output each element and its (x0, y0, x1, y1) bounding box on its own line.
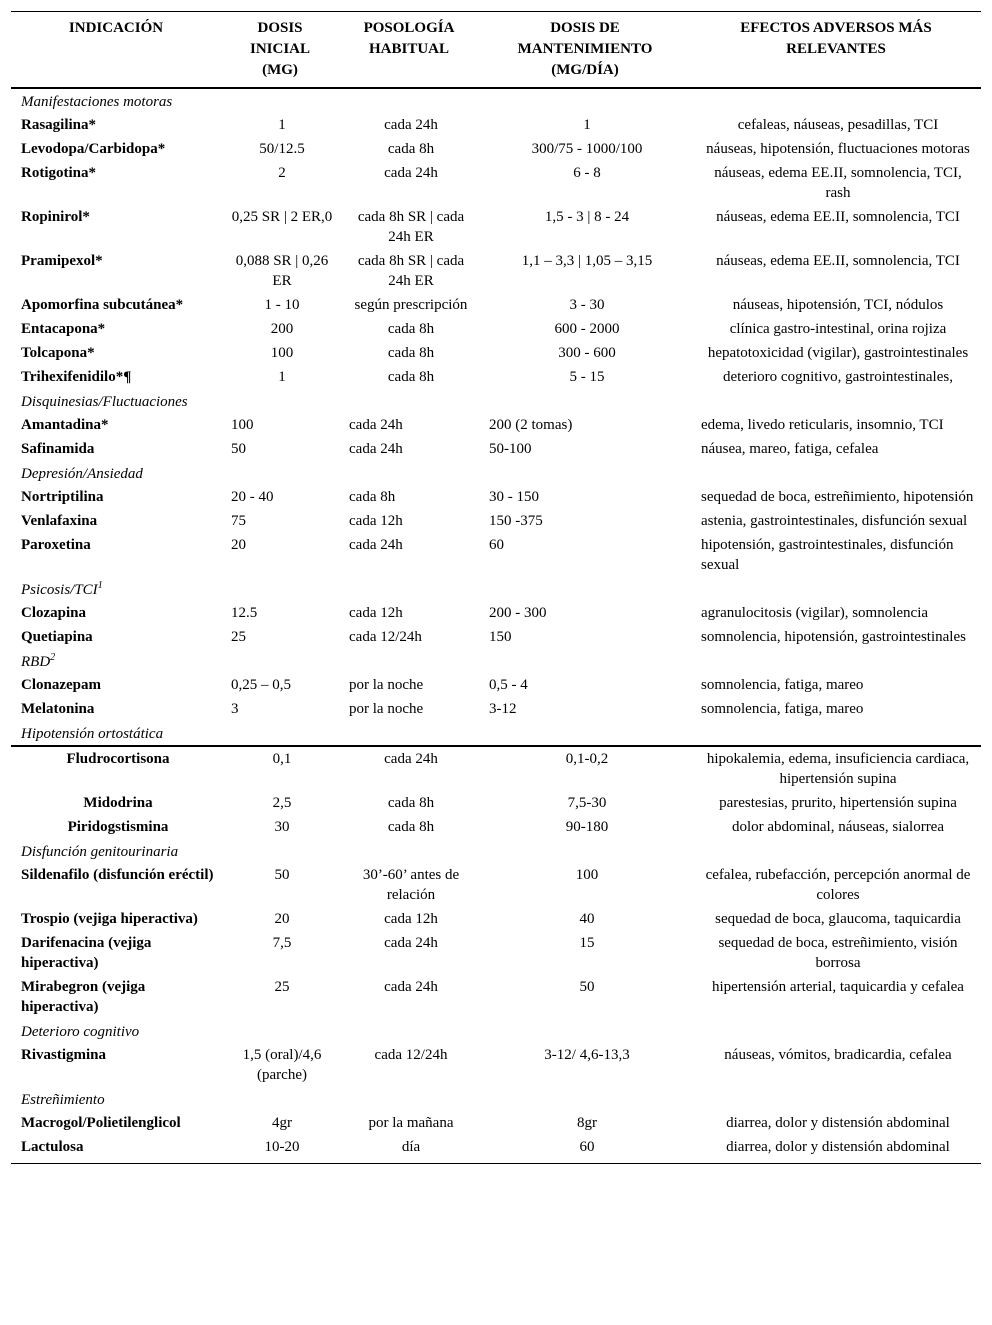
cell-indicacion: Piridogstismina (67, 819, 169, 835)
cell-efectos-adversos: edema, livedo reticularis, insomnio, TCI (701, 417, 944, 433)
cell-efectos-adversos: diarrea, dolor y distensión abdominal (726, 1115, 950, 1131)
cell-indicacion: Venlafaxina (21, 513, 98, 529)
cell-posologia: cada 24h (384, 979, 438, 995)
cell-posologia: cada 12/24h (349, 629, 422, 645)
cell-dosis-inicial: 25 (231, 629, 246, 645)
cell-posologia: cada 8h SR | cada 24h ER (357, 209, 465, 245)
table-row (11, 673, 981, 697)
table-row (11, 161, 981, 205)
cell-dosis-inicial: 4gr (272, 1115, 292, 1131)
section-title: RBD$^2$ (21, 652, 56, 670)
cell-indicacion: Tolcapona* (21, 345, 95, 361)
cell-dosis-inicial: 1,5 (oral)/4,6 (parche) (242, 1047, 322, 1083)
cell-posologia: cada 8h (387, 141, 435, 157)
cell-posologia: cada 8h (349, 489, 396, 505)
cell-indicacion: Lactulosa (11, 1135, 221, 1164)
cell-dosis-inicial: 50/12.5 (259, 141, 305, 157)
table-row (11, 365, 981, 389)
table-row (11, 907, 981, 931)
cell-dosis-inicial: 2,5 (272, 795, 292, 811)
cell-indicacion: Pramipexol* (21, 253, 103, 269)
table-row (11, 413, 981, 437)
cell-dosis-mantenimiento: 40 (579, 911, 595, 927)
section-header-row (11, 88, 981, 113)
cell-dosis-inicial: 12.5 (231, 605, 258, 621)
cell-posologia: cada 8h (387, 345, 435, 361)
table-row (11, 205, 981, 249)
header-dosis-mantenimiento: DOSIS DE MANTENIMIENTO (MG/DÍA) (479, 12, 691, 88)
cell-indicacion: Rivastigmina (21, 1047, 107, 1063)
cell-dosis-inicial: 20 (274, 911, 290, 927)
table-row (11, 1111, 981, 1135)
cell-indicacion: Sildenafilo (disfunción eréctil) (21, 867, 214, 883)
cell-posologia: cada 24h (339, 746, 479, 791)
cell-posologia: cada 8h (387, 819, 435, 835)
cell-efectos-adversos: cefalea, rubefacción, percepción anormal de colores (705, 867, 971, 903)
section-title: Disquinesias/Fluctuaciones (21, 394, 188, 410)
cell-indicacion: Quetiapina (21, 629, 93, 645)
cell-indicacion: Rasagilina* (21, 117, 97, 133)
header-row (11, 12, 981, 88)
cell-dosis-mantenimiento: 200 (2 tomas) (489, 417, 573, 433)
header-indicacion: INDICACIÓN (11, 12, 221, 88)
section-header-row (11, 1019, 981, 1043)
cell-dosis-inicial: 25 (274, 979, 290, 995)
cell-posologia: cada 24h (384, 117, 438, 133)
table-row (11, 601, 981, 625)
table-body (11, 88, 981, 1164)
table-row (11, 137, 981, 161)
section-title: Psicosis/TCI$^1$ (21, 580, 103, 598)
cell-dosis-mantenimiento: 300 - 600 (558, 345, 616, 361)
header-efectos-adversos: EFECTOS ADVERSOS MÁS RELEVANTES (691, 12, 981, 88)
cell-dosis-inicial: 200 (270, 321, 294, 337)
cell-posologia: cada 8h (387, 369, 435, 385)
cell-dosis-inicial: 0,088 SR | 0,26 ER (235, 253, 329, 289)
cell-dosis-mantenimiento: 150 -375 (489, 513, 543, 529)
section-header-row (11, 839, 981, 863)
section-header-row (11, 721, 981, 746)
cell-indicacion: Safinamida (21, 441, 95, 457)
section-title: Depresión/Ansiedad (21, 466, 143, 482)
cell-dosis-inicial: 2 (278, 165, 286, 181)
cell-dosis-mantenimiento: 600 - 2000 (554, 321, 620, 337)
table-row (11, 113, 981, 137)
cell-dosis-mantenimiento: 1 (583, 117, 591, 133)
cell-efectos-adversos: náuseas, vómitos, bradicardia, cefalea (724, 1047, 952, 1063)
section-header-row (11, 1087, 981, 1111)
section-title: Manifestaciones motoras (21, 94, 173, 110)
drug-table (11, 11, 981, 1164)
cell-dosis-inicial: 7,5 (272, 935, 292, 951)
cell-efectos-adversos: diarrea, dolor y distensión abdominal (691, 1135, 981, 1164)
table-row (11, 437, 981, 461)
header-posologia: POSOLOGÍA HABITUAL (339, 12, 479, 88)
cell-dosis-inicial: 1 - 10 (264, 297, 300, 313)
cell-posologia: cada 24h (384, 935, 438, 951)
cell-dosis-mantenimiento: 50-100 (489, 441, 532, 457)
cell-efectos-adversos: sequedad de boca, estreñimiento, visión borrosa (718, 935, 958, 971)
table-row (11, 931, 981, 975)
table-row (11, 509, 981, 533)
drug-table-container (11, 11, 981, 1164)
cell-efectos-adversos: cefaleas, náuseas, pesadillas, TCI (737, 117, 939, 133)
cell-indicacion: Darifenacina (vejiga hiperactiva) (21, 935, 152, 971)
cell-dosis-mantenimiento: 200 - 300 (489, 605, 547, 621)
cell-indicacion: Fludrocortisona (11, 746, 221, 791)
cell-posologia: 30’-60’ antes de relación (362, 867, 460, 903)
cell-dosis-inicial: 10-20 (221, 1135, 339, 1164)
cell-efectos-adversos: parestesias, prurito, hipertensión supina (719, 795, 957, 811)
cell-dosis-mantenimiento: 30 - 150 (489, 489, 539, 505)
cell-dosis-mantenimiento: 15 (579, 935, 595, 951)
table-row (11, 533, 981, 577)
cell-dosis-inicial: 100 (231, 417, 254, 433)
cell-efectos-adversos: hipotensión, gastrointestinales, disfunción sexual (701, 537, 954, 573)
cell-posologia: cada 8h SR | cada 24h ER (357, 253, 465, 289)
cell-dosis-mantenimiento: 3-12/ 4,6-13,3 (544, 1047, 630, 1063)
cell-indicacion: Clonazepam (21, 677, 101, 693)
cell-dosis-inicial: 20 (231, 537, 246, 553)
cell-dosis-mantenimiento: 60 (479, 1135, 691, 1164)
cell-posologia: cada 8h (387, 795, 435, 811)
cell-dosis-inicial: 1 (278, 369, 286, 385)
cell-posologia: según prescripción (354, 297, 468, 313)
cell-posologia: por la noche (349, 677, 424, 693)
cell-dosis-mantenimiento: 7,5-30 (567, 795, 607, 811)
cell-posologia: cada 24h (349, 417, 403, 433)
cell-efectos-adversos: náusea, mareo, fatiga, cefalea (701, 441, 879, 457)
cell-efectos-adversos: dolor abdominal, náuseas, sialorrea (731, 819, 944, 835)
cell-indicacion: Rotigotina* (21, 165, 96, 181)
cell-indicacion: Midodrina (83, 795, 153, 811)
cell-dosis-inicial: 0,1 (221, 746, 339, 791)
cell-indicacion: Trospio (vejiga hiperactiva) (21, 911, 198, 927)
section-header-row (11, 461, 981, 485)
section-title: Hipotensión ortostática (21, 726, 164, 742)
cell-posologia: cada 8h (387, 321, 435, 337)
cell-dosis-mantenimiento: 90-180 (565, 819, 609, 835)
cell-efectos-adversos: astenia, gastrointestinales, disfunción sexual (701, 513, 968, 529)
cell-indicacion: Trihexifenidilo*¶ (21, 369, 132, 385)
cell-dosis-inicial: 50 (231, 441, 246, 457)
cell-efectos-adversos: hipertensión arterial, taquicardia y cefalea (712, 979, 964, 995)
cell-efectos-adversos: sequedad de boca, estreñimiento, hipotensión (701, 489, 974, 505)
cell-dosis-inicial: 100 (270, 345, 294, 361)
cell-dosis-mantenimiento: 1,5 - 3 | 8 - 24 (544, 209, 630, 225)
cell-indicacion: Apomorfina subcutánea* (21, 297, 184, 313)
cell-efectos-adversos: agranulocitosis (vigilar), somnolencia (701, 605, 929, 621)
cell-efectos-adversos: deterioro cognitivo, gastrointestinales, (723, 369, 953, 385)
cell-dosis-mantenimiento: 0,1-0,2 (479, 746, 691, 791)
table-row (11, 746, 981, 791)
header-dosis-inicial: DOSIS INICIAL (MG) (221, 12, 339, 88)
cell-dosis-mantenimiento: 5 - 15 (569, 369, 605, 385)
section-title: Deterioro cognitivo (21, 1024, 140, 1040)
cell-dosis-mantenimiento: 0,5 - 4 (489, 677, 528, 693)
cell-indicacion: Mirabegron (vejiga hiperactiva) (21, 979, 146, 1015)
cell-posologia: cada 24h (384, 165, 438, 181)
table-row (11, 485, 981, 509)
section-title: Disfunción genitourinaria (21, 844, 179, 860)
table-row (11, 975, 981, 1019)
table-row (11, 317, 981, 341)
table-row (11, 697, 981, 721)
cell-efectos-adversos: náuseas, hipotensión, TCI, nódulos (732, 297, 944, 313)
section-header-row (11, 649, 981, 673)
cell-dosis-mantenimiento: 3-12 (489, 701, 517, 717)
table-row (11, 1043, 981, 1087)
cell-dosis-inicial: 3 (231, 701, 239, 717)
cell-efectos-adversos: clínica gastro-intestinal, orina rojiza (729, 321, 947, 337)
cell-dosis-mantenimiento: 3 - 30 (569, 297, 605, 313)
cell-indicacion: Clozapina (21, 605, 87, 621)
table-row (11, 293, 981, 317)
table-row (11, 249, 981, 293)
cell-dosis-inicial: 50 (274, 867, 290, 883)
table-row (11, 341, 981, 365)
cell-posologia: cada 24h (349, 537, 403, 553)
section-header-row (11, 389, 981, 413)
cell-dosis-inicial: 1 (278, 117, 286, 133)
cell-dosis-mantenimiento: 6 - 8 (573, 165, 601, 181)
table-row (11, 625, 981, 649)
cell-posologia: por la noche (349, 701, 424, 717)
cell-indicacion: Macrogol/Polietilenglicol (21, 1115, 181, 1131)
section-header-row (11, 577, 981, 601)
cell-dosis-mantenimiento: 1,1 – 3,3 | 1,05 – 3,15 (521, 253, 653, 269)
cell-indicacion: Levodopa/Carbidopa* (21, 141, 166, 157)
cell-dosis-inicial: 0,25 – 0,5 (231, 677, 291, 693)
cell-efectos-adversos: náuseas, edema EE.II, somnolencia, TCI, rash (714, 165, 962, 201)
cell-dosis-mantenimiento: 8gr (577, 1115, 597, 1131)
cell-posologia: cada 12/24h (374, 1047, 448, 1063)
table-row (11, 815, 981, 839)
cell-indicacion: Nortriptilina (21, 489, 104, 505)
cell-posologia: cada 12h (384, 911, 438, 927)
cell-dosis-mantenimiento: 60 (489, 537, 504, 553)
cell-efectos-adversos: sequedad de boca, glaucoma, taquicardia (715, 911, 961, 927)
cell-efectos-adversos: náuseas, edema EE.II, somnolencia, TCI (716, 209, 960, 225)
cell-indicacion: Amantadina* (21, 417, 109, 433)
cell-posologia: cada 12h (349, 513, 403, 529)
cell-efectos-adversos: hepatotoxicidad (vigilar), gastrointestinales (707, 345, 969, 361)
cell-indicacion: Melatonina (21, 701, 95, 717)
cell-posologia: por la mañana (368, 1115, 454, 1131)
cell-dosis-mantenimiento: 150 (489, 629, 512, 645)
cell-dosis-inicial: 75 (231, 513, 246, 529)
cell-dosis-inicial: 20 - 40 (231, 489, 274, 505)
table-row (11, 1135, 981, 1164)
cell-indicacion: Entacapona* (21, 321, 106, 337)
cell-posologia: cada 24h (349, 441, 403, 457)
table-row (11, 863, 981, 907)
cell-posologia: día (339, 1135, 479, 1164)
cell-indicacion: Paroxetina (21, 537, 91, 553)
cell-efectos-adversos: náuseas, edema EE.II, somnolencia, TCI (716, 253, 960, 269)
cell-efectos-adversos: somnolencia, fatiga, mareo (701, 677, 864, 693)
cell-dosis-inicial: 0,25 SR | 2 ER,0 (231, 209, 333, 225)
cell-efectos-adversos: somnolencia, hipotensión, gastrointestinales (701, 629, 966, 645)
cell-dosis-inicial: 30 (274, 819, 290, 835)
cell-dosis-mantenimiento: 300/75 - 1000/100 (531, 141, 643, 157)
cell-dosis-mantenimiento: 50 (579, 979, 595, 995)
cell-efectos-adversos: hipokalemia, edema, insuficiencia cardiaca, hipertensión supina (691, 746, 981, 791)
cell-indicacion: Ropinirol* (21, 209, 90, 225)
cell-posologia: cada 12h (349, 605, 403, 621)
cell-efectos-adversos: somnolencia, fatiga, mareo (701, 701, 864, 717)
section-title: Estreñimiento (21, 1092, 105, 1108)
cell-dosis-mantenimiento: 100 (575, 867, 599, 883)
table-row (11, 791, 981, 815)
cell-efectos-adversos: náuseas, hipotensión, fluctuaciones motoras (706, 141, 970, 157)
